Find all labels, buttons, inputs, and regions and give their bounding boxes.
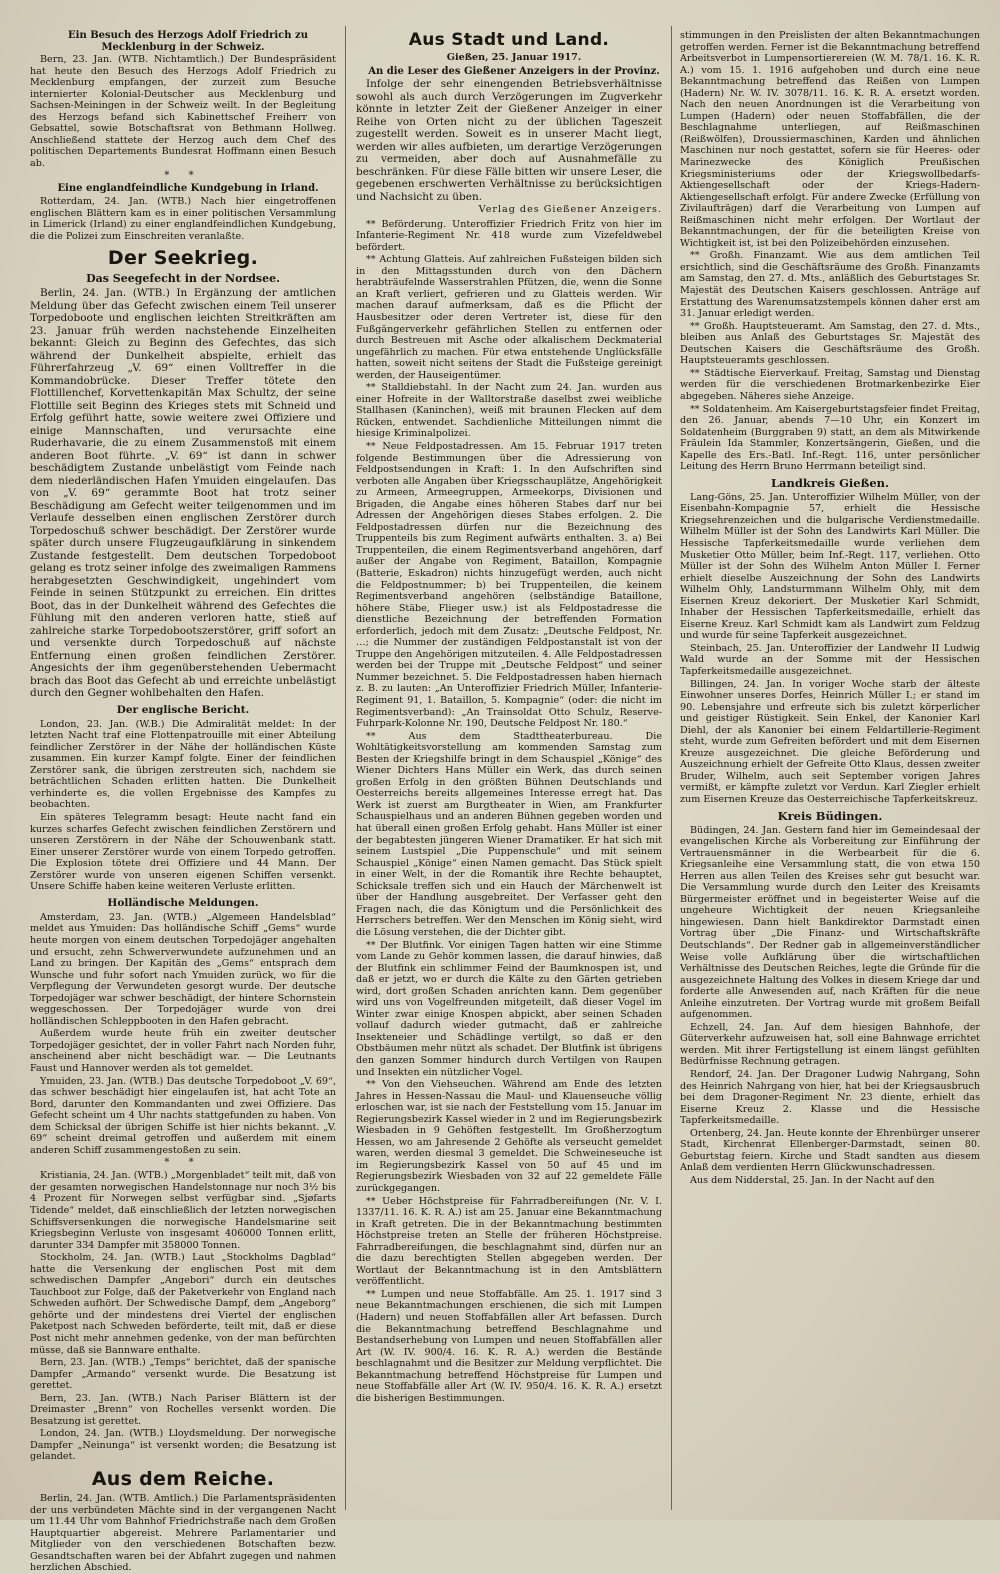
column-1 xyxy=(30,30,336,1574)
article-holl-1: Amsterdam, 23. Jan. (WTB.) „Algemeen Handelsblad“ meldet aus Ymuiden: Das holländische Schiff „Gems“ wurde heute morgen von einem deutschen Torpedojäger angehalten und ersucht, zehn Schwerverwundete aufzunehmen und an Land zu bringen. Der Kapitän des „Gems“ entsprach dem Wunsche und fuhr sofort nach Ymuiden zurück, wo für die Verpflegung der Verwundeten gesorgt wurde. Der deutsche Torpedojäger war schwer beschädigt, der hintere Schornstein weggeschossen. Der Torpedojäger wurde von drei holländischen Schleppbooten in den Hafen gebracht. xyxy=(30,911,336,1027)
article-glatteis: ** Achtung Glatteis. Auf zahlreichen Fußsteigen bilden sich in den Mittagsstunden durch von den Dächern herabträufelnde Wasserstrahlen Pfützen, die, wenn die Sonne an Kraft verliert, gefrieren und zu Glatteis werden. Wir machen darauf aufmerksam, daß es die Pflicht der Hausbesitzer oder deren Vertreter ist, diese für den Fußgängerverkehr gefährlichen Stellen zu entfernen oder durch Bestreuen mit Asche oder alkalischem Deckmaterial ungefährlich zu machen. Für etwa entstehende Unglücksfälle hatten, soweit nicht seitens der Stadt die Fußsteige gereinigt werden, der Hauseigentümer. xyxy=(356,254,662,381)
article-rendorf: Rendorf, 24. Jan. Der Dragoner Ludwig Nahrgang, Sohn des Heinrich Nahrgang von hier, hat bei der Kriegsausbruch bei dem Dragoner-Regiment Nr. 23 diente, erhielt das Eiserne Kreuz 2. Klasse und die Hessische Tapferkeitsmedaille. xyxy=(680,1069,980,1127)
article-bern-1: Bern, 23. Jan. (WTB.) „Temps“ berichtet, daß der spanische Dampfer „Armando“ versenkt wurde. Die Besatzung ist gerettet. xyxy=(30,1357,336,1392)
article-reiche: Berlin, 24. Jan. (WTB. Amtlich.) Die Parlamentspräsidenten der uns verbündeten Mächte sind in der vergangenen Nacht um 11.44 Uhr vom Bahnhof Friedrichstraße nach dem Großen Hauptquartier abgereist. Mehrere Parlamentarier und Mitglieder von den verschiedenen Botschaften bezw. Gesandtschaften waren bei der Abfahrt zugegen und nahmen herzlichen Abschied. xyxy=(30,1493,336,1574)
article-echzell: Echzell, 24. Jan. Auf dem hiesigen Bahnhofe, der Güterverkehr aufzuweisen hat, soll eine Bahnwage errichtet werden. Mit ihrer Fertigstellung ist einem längst gefühlten Bedürfnisse Rechnung getragen. xyxy=(680,1021,980,1068)
article-stalldiebstahl: ** Stalldiebstahl. In der Nacht zum 24. Jan. wurden aus einer Hofreite in der Walltorstraße daselbst zwei weibliche Stallhasen (Kaninchen), weiß mit braunen Flecken auf dem Rücken, entwendet. Sachdienliche Mitteilungen nimmt die hiesige Kriminalpolizei. xyxy=(356,382,662,440)
article-billingen: Billingen, 24. Jan. In voriger Woche starb der älteste Einwohner unseres Dorfes, Heinrich Müller I.; er stand im 90. Lebensjahre und erfreute sich bis zuletzt körperlicher und geistiger Rüstigkeit. Sein Enkel, der Kanonier Karl Diehl, der als Kanonier bei einem Feldartillerie-Regiment steht, wurde zum Gefreiten befördert und mit dem Eisernen Kreuze ausgezeichnet. Die gleiche Beförderung und Auszeichnung erhielt der Gefreite Otto Klaus, dessen zweiter Bruder, Wilhelm, auch seit September vorigen Jahres vermißt, er kämpfte zuletzt vor Verdun. Karl Ziegler erhielt zum Eisernen Kreuze das Oesterreichische Tapferkeitskreuz. xyxy=(680,678,980,805)
headline-irland: Eine englandfeindliche Kundgebung in Irland. xyxy=(57,183,319,195)
article-fahrrad: ** Ueber Höchstpreise für Fahrradbereifungen (Nr. V. I. 1337/11. 16. K. R. A.) ist am 25. Januar eine Bekanntmachung in Kraft getreten. Die in der Bekanntmachung bestimmten Höchstpreise treten an Stelle der früheren Höchstpreise. Fahrradbereifungen, die beschlagnahmt sind, dürfen nur an die dazu berechtigten Stellen abgegeben werden. Der Wortlaut der Bekanntmachung ist in den Amtsblättern veröffentlicht. xyxy=(356,1195,662,1288)
dateline: Gießen, 25. Januar 1917. xyxy=(446,52,582,63)
article-london-2: London, 24. Jan. (WTB.) Lloydsmeldung. Der norwegische Dampfer „Neinunga“ ist versenkt worden; die Besatzung ist gelandet. xyxy=(30,1428,336,1463)
article-eierverkauf: ** Städtische Eierverkauf. Freitag, Samstag und Dienstag werden für die verschiedenen Brotmarkenbezirke Eier abgegeben. Näheres siehe Anzeige. xyxy=(680,367,980,402)
separator-stars: * * xyxy=(164,170,202,182)
article-stockholm: Stockholm, 24. Jan. (WTB.) Laut „Stockholms Dagblad“ hatte die Versenkung der englischen Post mit dem schwedischen Dampfer „Angebori“ durch ein deutsches Tauchboot zur Folge, daß der Paketverkehr von England nach Schweden aufhört. Der Schwedische Dampf, dem „Angeborg“ gehörte und der mindestens drei Viertel der englischen Paketpost nach Schweden beförderte, teilt mit, daß er diese Post nicht mehr annehmen gedenke, von der man befürchten müsse, daß sie Bannware enthalte. xyxy=(30,1252,336,1356)
article-stadttheater: ** Aus dem Stadttheaterbureau. Die Wohltätigkeitsvorstellung am kommenden Samstag zum Besten der Kriegshilfe bringt in dem Schauspiel „Könige“ des Wiener Dichters Hans Müller ein Werk, das durch seinen großen Erfolg in den größten Bühnen Deutschlands und Oesterreichs bereits allgemeines Interesse erregt hat. Das Werk ist zuerst am Burgtheater in Wien, am Frankfurter Schauspielhaus und an anderen Bühnen gegeben worden und hat überall einen großen Erfolg gehabt. Hans Müller ist einer der begabtesten jüngeren Wiener Dramatiker. Er hat sich mit seinem Lustspiel „Die Puppenschule“ und mit seinem Schauspiel „Könige“ einen Namen gemacht. Das Stück spielt in einer Welt, in der die Romantik ihre Rechte behauptet, Schicksale treffen sich und ein Hauch der Märchenwelt ist über der Handlung ausgebreitet. Der Verfasser geht den Fragen nach, die das Königtum und die Persönlichkeit des Herrschers betreffen. Wer den Menschen im König sieht, wird die Lösung verstehen, die der Dichter gibt. xyxy=(356,730,662,938)
separator-stars: * * xyxy=(164,1157,202,1169)
headline-leser: An die Leser des Gießener Anzeigers in der Provinz. xyxy=(368,65,660,77)
headline-seegefecht: Das Seegefecht in der Nordsee. xyxy=(86,272,280,286)
section-stadt-und-land: Aus Stadt und Land. xyxy=(408,30,610,50)
column-rule xyxy=(345,26,346,1510)
headline-hollaendische: Holländische Meldungen. xyxy=(107,896,259,909)
article-buedingen: Büdingen, 24. Jan. Gestern fand hier im Gemeindesaal der evangelischen Kirche als Vorbereitung zur Einführung der Vertrauensmänner in die Werbearbeit für die 6. Kriegsanleihe eine Versammlung statt, die von etwa 150 Herren aus allen Teilen des Kreises sehr gut besucht war. Die Versammlung wurde durch den Leiter des Kreisamts Bürgermeister eröffnet und in begeisterter Weise auf die ungeheure Wichtigkeit der neuen Kriegsanleihe hingewiesen. Dann hielt Bankdirektor Darmstadt einen Vortrag über „Die Finanz- und Wirtschaftskräfte Deutschlands“. Der Redner gab in allgemeinverständlicher Weise volle Aufklärung über die wirtschaftlichen Verhältnisse des Deutschen Reiches, legte die Gründe für die ausgezeichnete Haltung des Volkes in diesem Kriege dar und forderte alle Anwesenden auf, nach Kräften für die neue Anleihe einzutreten. Der Vortrag wurde mit großem Beifall aufgenommen. xyxy=(680,824,980,1021)
article-finanzamt: ** Großh. Finanzamt. Wie aus dem amtlichen Teil ersichtlich, sind die Geschäftsräume des Großh. Finanzamts am Samstag, den 27. d. Mts., anläßlich des Geburtstages Sr. Majestät des Deutschen Kaisers geschlossen. Anträge auf Erstattung des Warenumsatzstempels können daher erst am 31. Januar erledigt werden. xyxy=(680,250,980,320)
article-viehseuchen: ** Von den Viehseuchen. Während am Ende des letzten Jahres in Hessen-Nassau die Maul- und Klauenseuche völlig erloschen war, ist sie nach der Feststellung vom 15. Januar im Regierungsbezirk Kassel wieder in 2 und im Regierungsbezirk Wiesbaden in 9 Gehöften festgestellt. Im Großherzogtum Hessen, wo am Jahresende 2 Gehöfte als verseucht gemeldet waren, werden diesmal 3 gemeldet. Die Schweineseuche ist im Regierungsbezirk Kassel von 50 auf 45 und im Regierungsbezirk Wiesbaden von 32 auf 22 gemeldete Fälle zurückgegangen. xyxy=(356,1079,662,1194)
article-befoerderung: ** Beförderung. Unteroffizier Friedrich Fritz von hier im Infanterie-Regiment Nr. 418 wurde zum Vizefeldwebel befördert. xyxy=(356,218,662,253)
article-holl-2: Außerdem wurde heute früh ein zweiter deutscher Torpedojäger gesichtet, der in voller Fahrt nach Norden fuhr, anscheinend aber nicht beschädigt war. — Die Leutnants Faust und Hannover werden als tot gemeldet. xyxy=(30,1028,336,1074)
article-lumpen: ** Lumpen und neue Stoffabfälle. Am 25. 1. 1917 sind 3 neue Bekanntmachungen erschienen, die sich mit Lumpen (Hadern) und neuen Stoffabfällen aller Art befassen. Durch die Bekanntmachung betreffend Beschlagnahme und Bestandserhebung von Lumpen und neuen Stoffabfällen aller Art (W. IV. 900/4. 16. K. R. A.) werden die Bestände beschlagnahmt und die Besitzer zur Meldung verpflichtet. Die Bekanntmachung betreffend Höchstpreise für Lumpen und neue Stoffabfälle aller Art (W. IV. 950/4. 16. K. R. A.) ersetzt die bisherigen Bestimmungen. xyxy=(356,1288,662,1404)
article-bern-2: Bern, 23. Jan. (WTB.) Nach Pariser Blättern ist der Dreimaster „Brenn“ von Rochelles versenkt worden. Die Besatzung ist gerettet. xyxy=(30,1392,336,1427)
headline-englischer-bericht: Der englische Bericht. xyxy=(116,703,250,716)
article-besuch: Bern, 23. Jan. (WTB. Nichtamtlich.) Der Bundespräsident hat heute den Besuch des Herzogs Adolf Friedrich zu Mecklenburg empfangen, der zurzeit zum Besuche internierter Kolonial-Deutscher aus Mecklenburg und Sachsen-Meiningen in der Schweiz weilt. In der Begleitung des Herzogs befand sich Kabinettschef Freiherr von Gebsattel, sowie Botschaftsrat von Bethmann Hollweg. Anschließend stattete der Herzog auch dem Chef des politischen Departements Bundesrat Hoffmann einen Besuch ab. xyxy=(30,54,336,169)
article-kristiania: Kristiania, 24. Jan. (WTB.) „Morgenbladet“ teilt mit, daß von der gesamten norwegischen Handelstonnage nur noch 3½ bis 4 Prozent für Norwegen selbst verfügbar sind. „Sjøfarts Tidende“ meldet, daß einschließlich der letzten norwegischen Schiffsversenkungen die norwegische Handelsmarine seit Kriegsbeginn Verluste von insgesamt 406000 Tonnen erlitt, darunter 334 Dampfer mit 358000 Tonnen. xyxy=(30,1170,336,1251)
article-irland: Rotterdam, 24. Jan. (WTB.) Nach hier eingetroffenen englischen Blättern kam es in einer politischen Versammlung in Limerick (Irland) zu einer englandfeindlichen Kundgebung, die die Polizei zum Einschreiten veranlaßte. xyxy=(30,195,336,242)
section-seekrieg: Der Seekrieg. xyxy=(107,247,259,270)
article-soldatenheim: ** Soldatenheim. Am Kaisergeburtstagsfeier findet Freitag, den 26. Januar, abends 7—10 Uhr, ein Konzert im Soldatenheim (Burggraben 9) statt, an dem als Mitwirkende Fräulein Ida Stammler, Konzertsängerin, Gießen, und die Kapelle des Ers.-Batl. Inf.-Regt. 116, unter persönlicher Leitung des Herrn Bruno Herrmann beteiligt sind. xyxy=(680,403,980,473)
article-lumpen-cont: stimmungen in den Preislisten der alten Bekanntmachungen getroffen werden. Ferner ist die Bekanntmachung betreffend Arbeitsverbot in Lumpensortierereien (W. M. 78/1. 16. K. R. A.) vom 15. 1. 1916 aufgehoben und durch eine neue Bekanntmachung betreffend das Reißen von Lumpen (Hadern) Nr. W. IV. 3078/11. 16. K. R. A. ersetzt worden. Nach den neuen Anordnungen ist die Verarbeitung von Lumpen (Hadern) oder neuen Stoffabfällen, die der Beschlagnahme unterliegen, auf Reißmaschinen (Reißwölfen), Droussiermaschinen, Karden und ähnlichen Maschinen nur noch gestattet, sofern sie für Heeres- oder Marinezwecke des Königlich Preußischen Kriegsministeriums oder der Kriegswollbedarfs-Aktiengesellschaft oder der Kriegs-Hadern-Aktiengesellschaft erfolgt. Für andere Zwecke (Erfüllung von Zivilaufträgen) darf die Verarbeitung von Lumpen auf Reißmaschinen nicht mehr erfolgen. Der Wortlaut der Bekanntmachungen, der für die beteiligten Kreise von Wichtigkeit ist, ist bei den Polizeibehörden einzusehen. xyxy=(680,30,980,249)
article-nidderstal: Aus dem Nidderstal, 25. Jan. In der Nacht auf den xyxy=(690,1174,935,1186)
article-englisch-1: London, 23. Jan. (W.B.) Die Admiralität meldet: In der letzten Nacht traf eine Flottenpatrouille mit einer Abteilung feindlicher Zerstörer in der Nähe der holländischen Küste zusammen. Ein kurzer Kampf folgte. Einer der feindlichen Zerstörer sank, die übrigen zerstreuten sich, nachdem sie beträchtlichen Schaden erlitten hatten. Die Dunkelheit verhinderte es, die vollen Ergebnisse des Kampfes zu beobachten. xyxy=(30,718,336,811)
column-3 xyxy=(680,30,980,1506)
article-englisch-2: Ein späteres Telegramm besagt: Heute nacht fand ein kurzes scharfes Gefecht zwischen feindlichen Zerstörern und unseren Zerstörern in der Nähe der Schouwenbank statt. Einer unserer Zerstörer wurde von einem Torpedo getroffen. Die Explosion tötete drei Offiziere und 44 Mann. Der Zerstörer wurde von unseren eigenen Schiffen versenkt. Unsere Schiffe haben keine weiteren Verluste erlitten. xyxy=(30,812,336,893)
column-rule xyxy=(671,26,672,1510)
article-leser: Infolge der sehr einengenden Betriebsverhältnisse sowohl als auch durch Verzögerungen im Zugverkehr könnte in letzter Zeit der Gießener Anzeiger in einer Reihe von Orten nicht zu der üblichen Tageszeit zugestellt werden. Soweit es in unserer Macht liegt, werden wir alles aufbieten, um derartige Verzögerungen zu vermeiden, aber doch auf Ausnahmefälle zu beschränken. Für diese Fälle bitten wir unsere Leser, die gegebenen erschwerten Verhältnisse zu berücksichtigen und Nachsicht zu üben. xyxy=(356,78,662,203)
column-2 xyxy=(356,30,662,1506)
article-seegefecht: Berlin, 24. Jan. (WTB.) In Ergänzung der amtlichen Meldung über das Gefecht zwischen einem Teil unserer Torpedoboote und englischen leichten Streitkräften am 23. Januar früh werden nachstehende Einzelheiten bekannt: Gleich zu Beginn des Gefechtes, das sich während der Dunkelheit abspielte, erhielt das Führerfahrzeug „V. 69“ einen Volltreffer in die Kommandobrücke. Dieser Treffer tötete den Flottillenchef, Korvettenkapitän Max Schultz, der seine Flottille seit Beginn des Krieges stets mit Schneid und Erfolg geführt hatte, sowie weitere zwei Offiziere und einige Mannschaften, und verursachte eine Ruderhavarie, die zu einem Zusammenstoß mit einem anderen Boot führte. „V. 69“ ist dann in schwer beschädigtem Zustande unbelästigt vom Feinde nach dem niederländischen Hafen Ymuiden eingelaufen. Das von „V. 69“ gerammte Boot hat trotz seiner Beschädigung am Gefecht weiter teilgenommen und im Verlaufe desselben einen englischen Zerstörer durch Torpedoschuß schwer beschädigt. Der Zerstörer wurde später durch unsere Flugzeugaufklärung in sinkendem Zustande festgestellt. Dem deutschen Torpedoboot gelang es trotz seiner infolge des zweimaligen Rammens herabgesetzten Geschwindigkeit, ungehindert vom Feinde in seinen Stützpunkt zu erreichen. Ein drittes Boot, das in der Dunkelheit während des Gefechtes die Fühlung mit den anderen verloren hatte, stieß auf zahlreiche starke Torpedobootszerstörer, griff sofort an und versenkte durch Torpedoschuß auf nächste Entfernung einen großen feindlichen Zerstörer. Angesichts der ihm gegenüberstehenden Uebermacht brach das Boot das Gefecht ab und erreichte unbelästigt durch den Gegner wohlbehalten den Hafen. xyxy=(30,287,336,700)
article-steinbach: Steinbach, 25. Jan. Unteroffizier der Landwehr II Ludwig Wald wurde an der Somme mit der Hessischen Tapferkeitsmedaille ausgezeichnet. xyxy=(680,642,980,677)
article-holl-3: Ymuiden, 23. Jan. (WTB.) Das deutsche Torpedoboot „V. 69“, das schwer beschädigt hier eingelaufen ist, hat acht Tote an Bord, darunter den Kommandanten und zwei Offiziere. Das Gefecht scheint um 4 Uhr nachts stattgefunden zu haben. Von dem Schicksal der übrigen Schiffe ist hier nichts bekannt. „V. 69“ scheint dreimal getroffen und außerdem mit einem anderen Schiff zusammengestoßen zu sein. xyxy=(30,1075,336,1156)
article-ortenberg: Ortenberg, 24. Jan. Heute konnte der Ehrenbürger unserer Stadt, Kirchenrat Ellenberger-Darmstadt, seinen 80. Geburtstag feiern. Kirche und Stadt sandten aus diesem Anlaß dem verdienten Herrn Glückwunschadressen. xyxy=(680,1127,980,1174)
headline-besuch: Ein Besuch des Herzogs Adolf Friedrich zu Mecklenburg in der Schweiz. xyxy=(68,30,308,53)
article-lang-goens: Lang-Göns, 25. Jan. Unteroffizier Wilhelm Müller, von der Eisenbahn-Kompagnie 57, erhielt die Hessische Kriegsehrenzeichen und die bulgarische Verdienstmedaille. Wilhelm Müller ist der Sohn des Landwirts Karl Müller. Die Hessische Tapferkeitsmedaille wurde verliehen dem Musketier Otto Müller, beim Inf.-Regt. 117, verliehen. Otto Müller ist der Sohn des Wilhelm Anton Müller I. Ferner erhielt dieselbe Auszeichnung der Sohn des Landwirts Wilhelm Ohly, Landsturmmann Wilhelm Ohly, mit dem Eisernen Kreuz dekoriert. Der Musketier Karl Schmidt, Inhaber der Hessischen Tapferkeitsmedaille, erhielt das Eiserne Kreuz. Karl Schmidt kam als Landwirt zum Feldzug und wurde für seine Tapferkeit ausgezeichnet. xyxy=(680,491,980,642)
section-kreis-buedingen: Kreis Büdingen. xyxy=(777,808,883,823)
article-hauptsteueramt: ** Großh. Hauptsteueramt. Am Samstag, den 27. d. Mts., bleiben aus Anlaß des Geburtstages Sr. Majestät des Deutschen Kaisers die Geschäftsräume des Großh. Hauptsteueramts geschlossen. xyxy=(680,320,980,367)
section-aus-dem-reiche: Aus dem Reiche. xyxy=(91,1468,275,1491)
verlag-signature: Verlag des Gießener Anzeigers. xyxy=(478,204,662,216)
article-feldpost: ** Neue Feldpostadressen. Am 15. Februar 1917 treten folgende Bestimmungen über die Adressierung von Feldpostsendungen in Kraft: 1. In den Aufschriften sind verboten alle Angaben über Kriegsschauplätze, Angehörigkeit zu Armeen, Armeegruppen, Armeekorps, Divisionen und Brigaden, die Angabe eines höheren Stabes darf nur bei Adressen der Angehörigen dieses Stabes erfolgen. 2. Die Feldpostadressen dürfen nur die Bezeichnung des Truppenteils bis zum Regiment aufwärts enthalten. 3. a) Bei Truppenteilen, die einem Regimentsverband angehören, darf außer der Angabe von Regiment, Bataillon, Kompagnie (Batterie, Eskadron) nichts hinzugefügt werden, auch nicht die Feldpostnummer; b) bei Truppenteilen, die keinem Regimentsverband angehören (selbständige Bataillone, höhere Stäbe, Flieger usw.) ist als Feldpostadresse die dienstliche Bezeichnung der betreffenden Formation erforderlich, jedoch mit dem Zusatz: „Deutsche Feldpost, Nr. …; die Nummer der zuständigen Feldpostanstalt ist von der Truppe den Angehörigen mitzuteilen. 4. Alle Feldpostadressen werden bei der Truppe mit „Deutsche Feldpost“ und seiner Nummer bezeichnet. 5. Die Feldpostadressen haben hiernach z. B. zu lauten: „An Unteroffizier Friedrich Müller, Infanterie-Regiment 91, 1. Bataillon, 5. Kompagnie“ (oder: die nicht im Regimentsverband): „An Trainsoldat Otto Schulz, Reserve-Fuhrpark-Kolonne Nr. 190, Deutsche Feldpost Nr. 180.“ xyxy=(356,440,662,730)
section-landkreis-giessen: Landkreis Gießen. xyxy=(770,475,890,490)
article-blutfink: ** Der Blutfink. Vor einigen Tagen hatten wir eine Stimme vom Lande zu Gehör kommen lassen, die darauf hinwies, daß der Blutfink ein schlimmer Feind der Baumknospen ist, und daß er jetzt, wo er durch die Kälte zu den Gärten getrieben wird, dort großen Schaden anrichten kann. Dem gegenüber wird uns von Vogelfreunden mitgeteilt, daß dieser Vogel im Winter zwar einige Knospen abpickt, aber seinen Schaden vollauf dadurch wieder gutmacht, daß er zahlreiche Insekteneier und Schädlinge vertilgt, so daß er den Obstbäumen mehr nützt als schadet. Der Blutfink ist übrigens den ganzen Sommer hindurch durch Vertilgen von Raupen und Insekten ein nützlicher Vogel. xyxy=(356,939,662,1078)
